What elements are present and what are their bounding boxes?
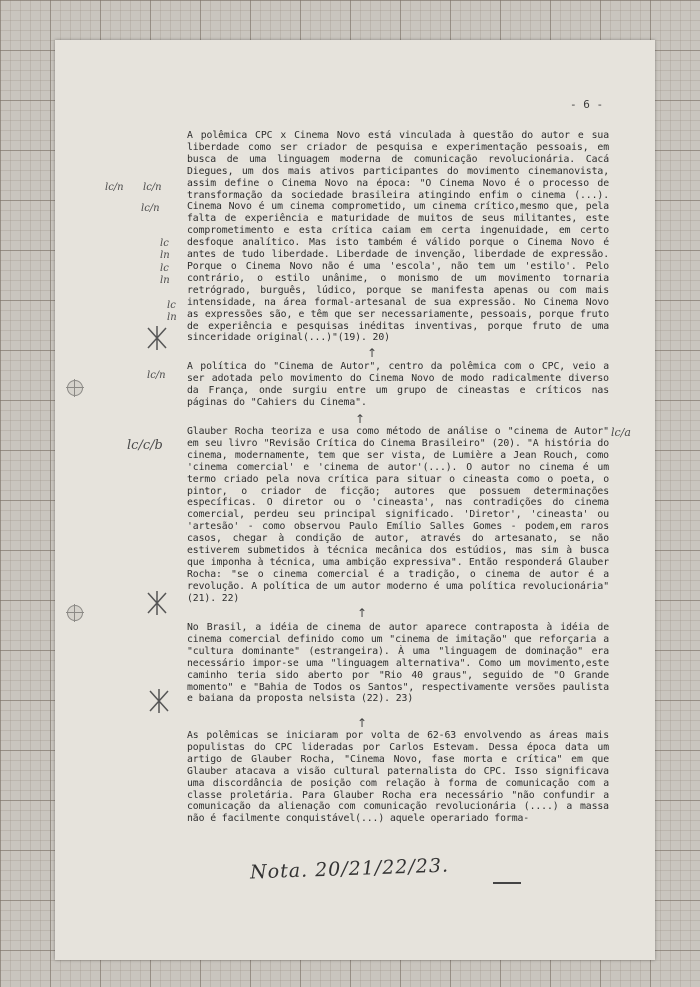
punch-hole-bottom: [67, 605, 83, 621]
paragraph-politica-autor: A política do "Cinema de Autor", centro da polêmica com o CPC, veio a ser adotada pelo movimento do Cinema Novo de modo radicalmente diverso da França, onde surgiu entre um grupo de cineastas e críticos nas páginas do "Cahiers du Cinema".: [187, 361, 609, 408]
margin-note: ln: [160, 275, 170, 286]
cross-mark-icon: [145, 325, 169, 351]
page-number: - 6 -: [570, 98, 604, 111]
margin-note: lc/n: [141, 203, 160, 214]
margin-note: ln: [167, 312, 177, 323]
insertion-arrow-icon: ↑: [357, 716, 368, 730]
paragraph-glauber-rocha: Glauber Rocha teoriza e usa como método de análise o "cinema de Autor" em seu livro "Revisão Crítica do Cinema Brasileiro" (20). "A história do cinema, modernamente, tem que ser vista, de Lumière a Jean Rouch, como 'cinema comercial' e 'cinema de autor'(...). O autor no cinema é um termo criado pela nova crítica para situar o cineasta como o poeta, o pintor, o criador de ficção; autores que possuem determinações específicas. O diretor ou o 'cineasta', nas contradições do cinema comercial, perdeu seu principal significado. 'Diretor', 'cineasta' ou 'artesão' - como observou Paulo Emílio Salles Gomes - podem,em raros casos, chegar à condição de autor, através do artesanato, se não estiverem submetidos à técnica mecânica dos estúdios, mas sim à busca que imponha à técnica, uma ambição expressiva". Então responderá Glauber Rocha: "se o cinema comercial é a tradição, o cinema de autor é a revolução. A política de um autor moderno é uma política revolucionária"(21). 22): [187, 426, 609, 604]
paragraph-brasil-autor: No Brasil, a idéia de cinema de autor aparece contraposta à idéia de cinema comercial definido como um "cinema de imitação" que reforçaria a "cultura dominante" (estrangeira). À uma "linguagem de dominação" era necessário impor-se uma "linguagem alternativa". Como um movimento,este caminho teria sido aberto por "Rio 40 graus", seguido de "O Grande momento" e "Bahia de Todos os Santos", respectivamente versões paulista e baiana da proposta nelsista (22). 23): [187, 622, 609, 705]
margin-note: lc/c/b: [127, 438, 163, 453]
handwritten-note: Nota. 20/21/22/23.: [249, 854, 450, 884]
cross-mark-icon: [147, 688, 171, 714]
margin-note: lc: [160, 263, 169, 274]
paragraph-cpc-cinema-novo: A polêmica CPC x Cinema Novo está vinculada à questão do autor e sua liberdade como ser criador de pesquisa e experimentação pessoais, em busca de uma linguagem moderna de comunicação revolucionária. Cacá Diegues, um dos mais ativos participantes do movimento cinemanovista, assim define o Cinema Novo na época: "O Cinema Novo é o processo de transformação da sociedade brasileira atingindo enfim o cinema (...). Cinema Novo é um cinema comprometido, um cinema crítico,mesmo que, pela falta de experiência e maturidade de muitos de seus militantes, este comprometimento e esta crítica caiam em certa ingenuidade, em certo desfoque analítico. Mas isto também é válido porque o Cinema Novo é antes de tudo liberdade. Liberdade de invenção, liberdade de expressão. Porque o Cinema Novo não é uma 'escola', não tem um 'estilo'. Pelo contrário, o estilo unânime, o monismo de um movimento tornaria retrógrado, burguês, lúdico, porque se manifesta apenas ou com mais intensidade, na área formal-artesanal de sua expressão. No Cinema Novo as expressões são, e têm que ser necessariamente, pessoais, porque fruto de experiência e pesquisas inéditas inventivas, porque fruto de uma sinceridade original(...)"(19). 20): [187, 130, 609, 344]
margin-note: lc/a: [611, 426, 631, 439]
paragraph-polemicas: As polêmicas se iniciaram por volta de 62-63 envolvendo as áreas mais populistas do CPC lideradas por Carlos Estevam. Dessa época data um artigo de Glauber Rocha, "Cinema Novo, fase morta e crítica" em que Glauber atacava a visão cultural paternalista do CPC. Isso significava uma discordância de posição com relação à forma de comunicação com a classe proletária. Para Glauber Rocha era necessário "não confundir a comunicação da alienação com comunicação revolucionária (....) a massa não é facilmente conquistável(...) aquele operariado forma-: [187, 730, 609, 825]
handwritten-underline: [493, 882, 521, 884]
margin-note: ln: [160, 250, 170, 261]
margin-note: lc: [167, 300, 176, 311]
cross-mark-icon: [145, 590, 169, 616]
margin-note: lc/n: [105, 182, 124, 193]
insertion-arrow-icon: ↑: [357, 606, 368, 620]
margin-note: lc/n: [143, 182, 162, 193]
insertion-arrow-icon: ↑: [355, 412, 366, 426]
margin-note: lc: [160, 238, 169, 249]
margin-note: lc/n: [147, 370, 166, 381]
punch-hole-top: [67, 380, 83, 396]
insertion-arrow-icon: ↑: [367, 346, 378, 360]
document-page: [55, 40, 655, 960]
